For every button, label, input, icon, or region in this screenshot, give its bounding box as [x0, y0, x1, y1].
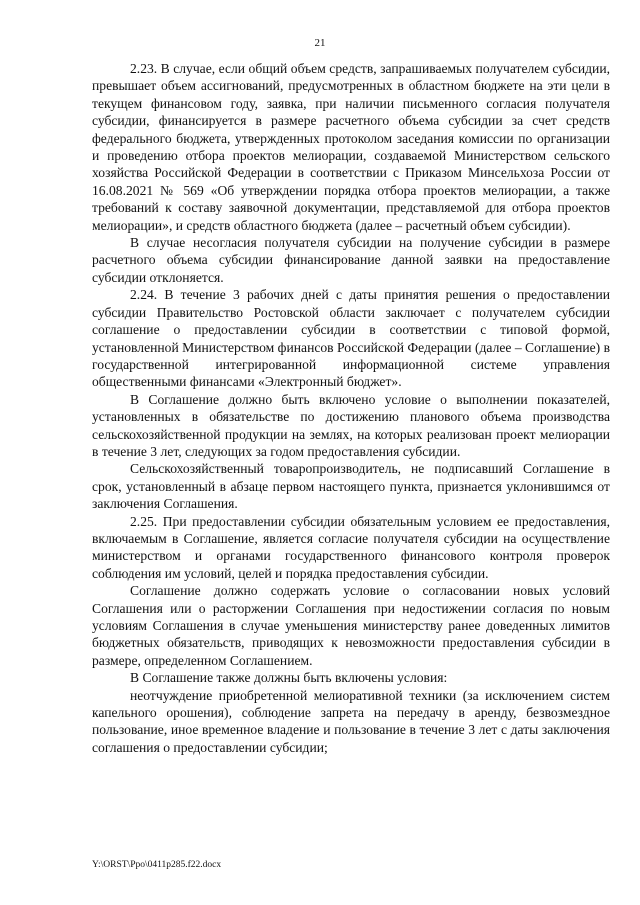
paragraph-disagreement: В случае несогласия получателя субсидии на получение субсидии в размере расчетного объема субсидии финансирование данной заявки на предоставление субсидии отклоняется. [92, 235, 610, 285]
paragraph-2-24: 2.24. В течение 3 рабочих дней с даты принятия решения о предоставлении субсидии Правительство Ростовской области заключает с получателем субсидии соглашение о предоставлении субсидии в соответствии с типовой формой, установленной Министерством финансов Российской Федерации (далее – Соглашение) в государственной интегрированной информационной системе управления общественными финансами «Электронный бюджет». [92, 287, 611, 390]
page-number: 21 [314, 37, 326, 49]
document-body [92, 60, 610, 756]
paragraph-conditions-intro: В Соглашение также должны быть включены условия: [130, 670, 448, 686]
paragraph-new-conditions: Соглашение должно содержать условие о согласовании новых условий Соглашения или о расторжении Соглашения при недостижении согласия по новым условиям Соглашения в случае уменьшения министерству ранее доведенных лимитов бюджетных обязательств, приводящих к невозможности предоставления субсидии в размере, определенном Соглашением. [92, 583, 610, 668]
paragraph-2-23: 2.23. В случае, если общий объем средств, запрашиваемых получателем субсидии, превышает объем ассигнований, предусмотренных в областном бюджете на эти цели в текущем финансовом году, заявка, при наличии письменного согласия получателя субсидии, финансируется в размере расчетного объема субсидии за счет средств федерального бюджета, утвержденных протоколом заседания комиссии по организации и проведению отбора проектов мелиорации, создаваемой Министерством сельского хозяйства Российской Федерации в соответствии с Приказом Минсельхоза России от 16.08.2021 № 569 «Об утверждении порядка отбора проектов мелиорации, а также требований к составу заявочной документации, представляемой для отбора проектов мелиорации», и средств областного бюджета (далее – расчетный объем субсидии). [92, 61, 610, 233]
paragraph-evasion: Сельскохозяйственный товаропроизводитель, не подписавший Соглашение в срок, установленный в абзаце первом настоящего пункта, признается уклонившимся от заключения Соглашения. [92, 461, 610, 512]
footer-file-path: Y:\ORST\Ppo\0411p285.f22.docx [92, 860, 222, 870]
paragraph-2-25: 2.25. При предоставлении субсидии обязательным условием ее предоставления, включаемым в Соглашение, является согласие получателя субсидии на осуществление министерством и органами государственного финансового контроля проверок соблюдения им условий, целей и порядка предоставления субсидии. [92, 513, 610, 581]
paragraph-performance-condition: В Соглашение должно быть включено условие о выполнении показателей, установленных в обязательстве по достижению планового объема производства сельскохозяйственной продукции на землях, на которых реализован проект мелиорации в течение 3 лет, следующих за годом предоставления субсидии. [92, 391, 610, 459]
paragraph-non-alienation: неотчуждение приобретенной мелиоративной техники (за исключением систем капельного орошения), соблюдение запрета на передачу в аренду, безвозмездное пользование, иное временное владение и пользование в течение 3 лет с даты заключения соглашения о предоставлении субсидии; [92, 687, 610, 755]
